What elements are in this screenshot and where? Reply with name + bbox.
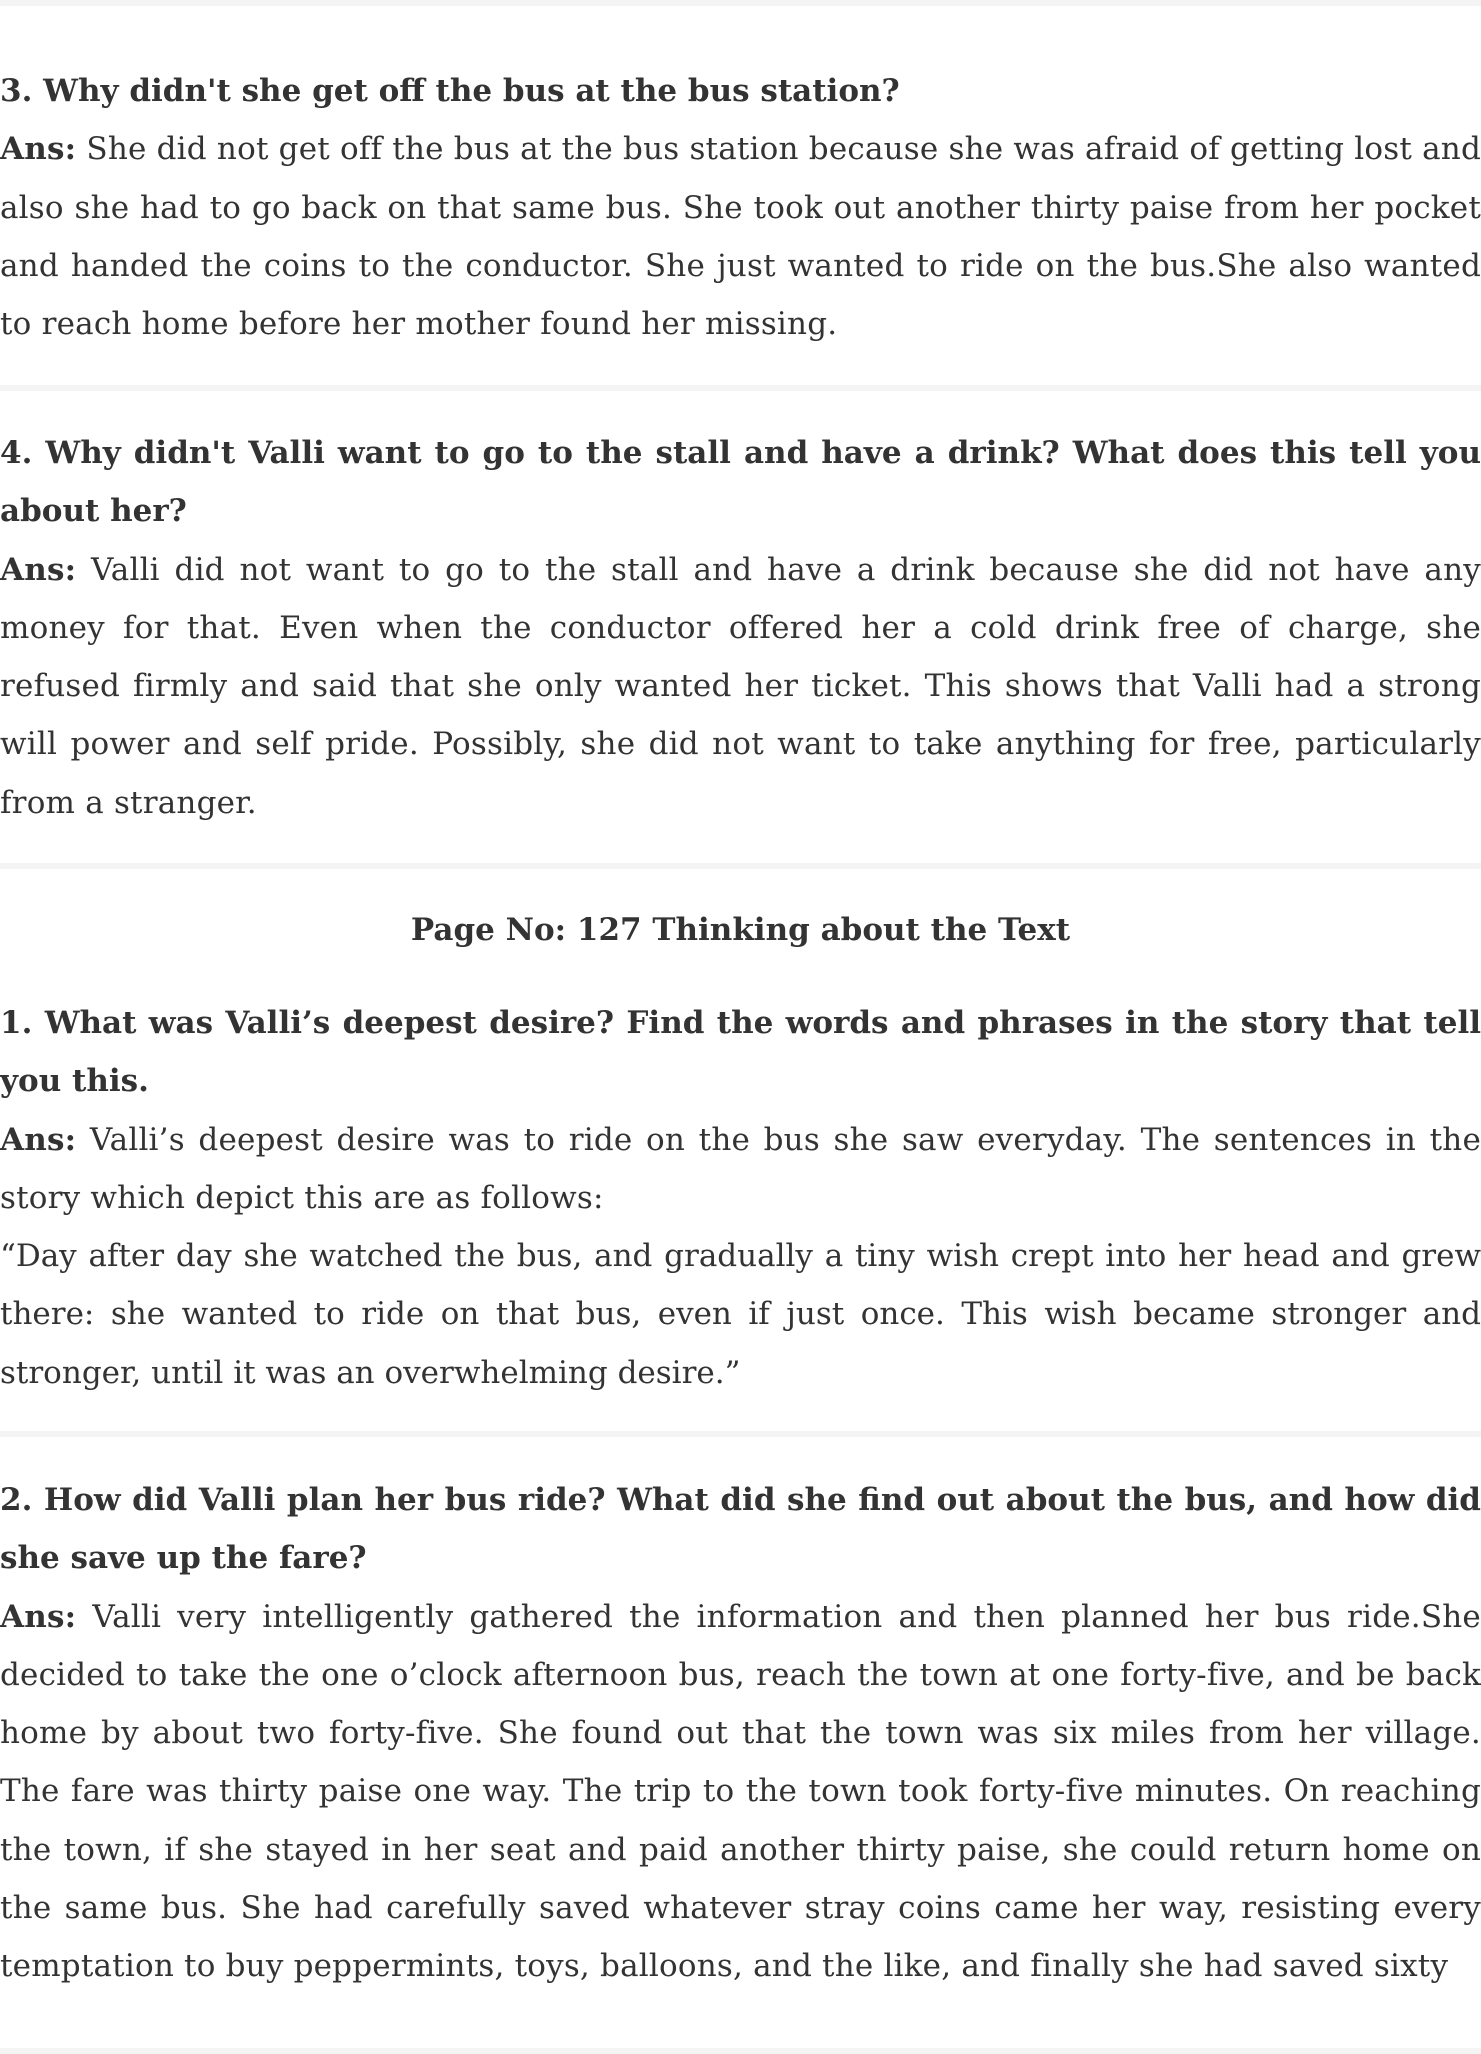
answer-body: Valli did not want to go to the stall and have a drink because she did not have any money for that. Even when the conductor offered her a cold drink free of charge, she refused firmly and said that she only wanted her ticket. This shows that Valli had a strong will power and self pride. Possibly, she did not want to take anything for free, particularly from a stranger. (0, 551, 1481, 821)
answer-label: Ans: (0, 551, 77, 588)
question-heading: 4. Why didn't Valli want to go to the stall and have a drink? What does this tell you about her? (0, 435, 1481, 530)
question-block-4 (0, 424, 1481, 832)
story-quote: “Day after day she watched the bus, and gradually a tiny wish crept into her head and grew there: she wanted to ride on that bus, even if just once. This wish became stronger and stronger, until it was an overwhelming desire.” (0, 1238, 1481, 1391)
answer-label: Ans: (0, 1121, 77, 1158)
question-heading: 3. Why didn't she get off the bus at the bus station? (0, 73, 900, 109)
question-heading: 2. How did Valli plan her bus ride? What did she find out about the bus, and how did she save up the fare? (0, 1482, 1481, 1577)
answer-body: She did not get off the bus at the bus station because she was afraid of getting lost and also she had to go back on that same bus. She took out another thirty paise from her pocket and handed the coins to the conductor. She just wanted to ride on the bus.She also wanted to reach home before her mother found her missing. (0, 131, 1481, 343)
question-heading: 1. What was Valli’s deepest desire? Find the words and phrases in the story that tell you this. (0, 1005, 1481, 1100)
answer-body: Valli very intelligently gathered the information and then planned her bus ride.She decided to take the one o’clock afternoon bus, reach the town at one forty-five, and be back home by about two forty-five. She found out that the town was six miles from her village. The fare was thirty paise one way. The trip to the town took forty-five minutes. On reaching the town, if she stayed in her seat and paid another thirty paise, she could return home on the same bus. She had carefully saved whatever stray coins came her way, resisting every temptation to buy peppermints, toys, balloons, and the like, and finally she had saved sixty (0, 1598, 1481, 1985)
answer-text (0, 541, 1481, 832)
divider (0, 385, 1481, 391)
divider (0, 863, 1481, 869)
divider (0, 2048, 1481, 2054)
divider (0, 0, 1481, 6)
answer-label: Ans: (0, 131, 77, 168)
answer-text (0, 1111, 1481, 1228)
page-heading: Page No: 127 Thinking about the Text (410, 912, 1071, 948)
thinking-question-block-2 (0, 1471, 1481, 1996)
question-block-3 (0, 62, 1481, 353)
answer-text (0, 120, 1481, 353)
thinking-question-block-1 (0, 994, 1481, 1402)
answer-label: Ans: (0, 1598, 77, 1635)
answer-body: Valli’s deepest desire was to ride on the bus she saw everyday. The sentences in the story which depict this are as follows: (0, 1121, 1481, 1216)
divider (0, 1431, 1481, 1437)
answer-text (0, 1588, 1481, 1996)
